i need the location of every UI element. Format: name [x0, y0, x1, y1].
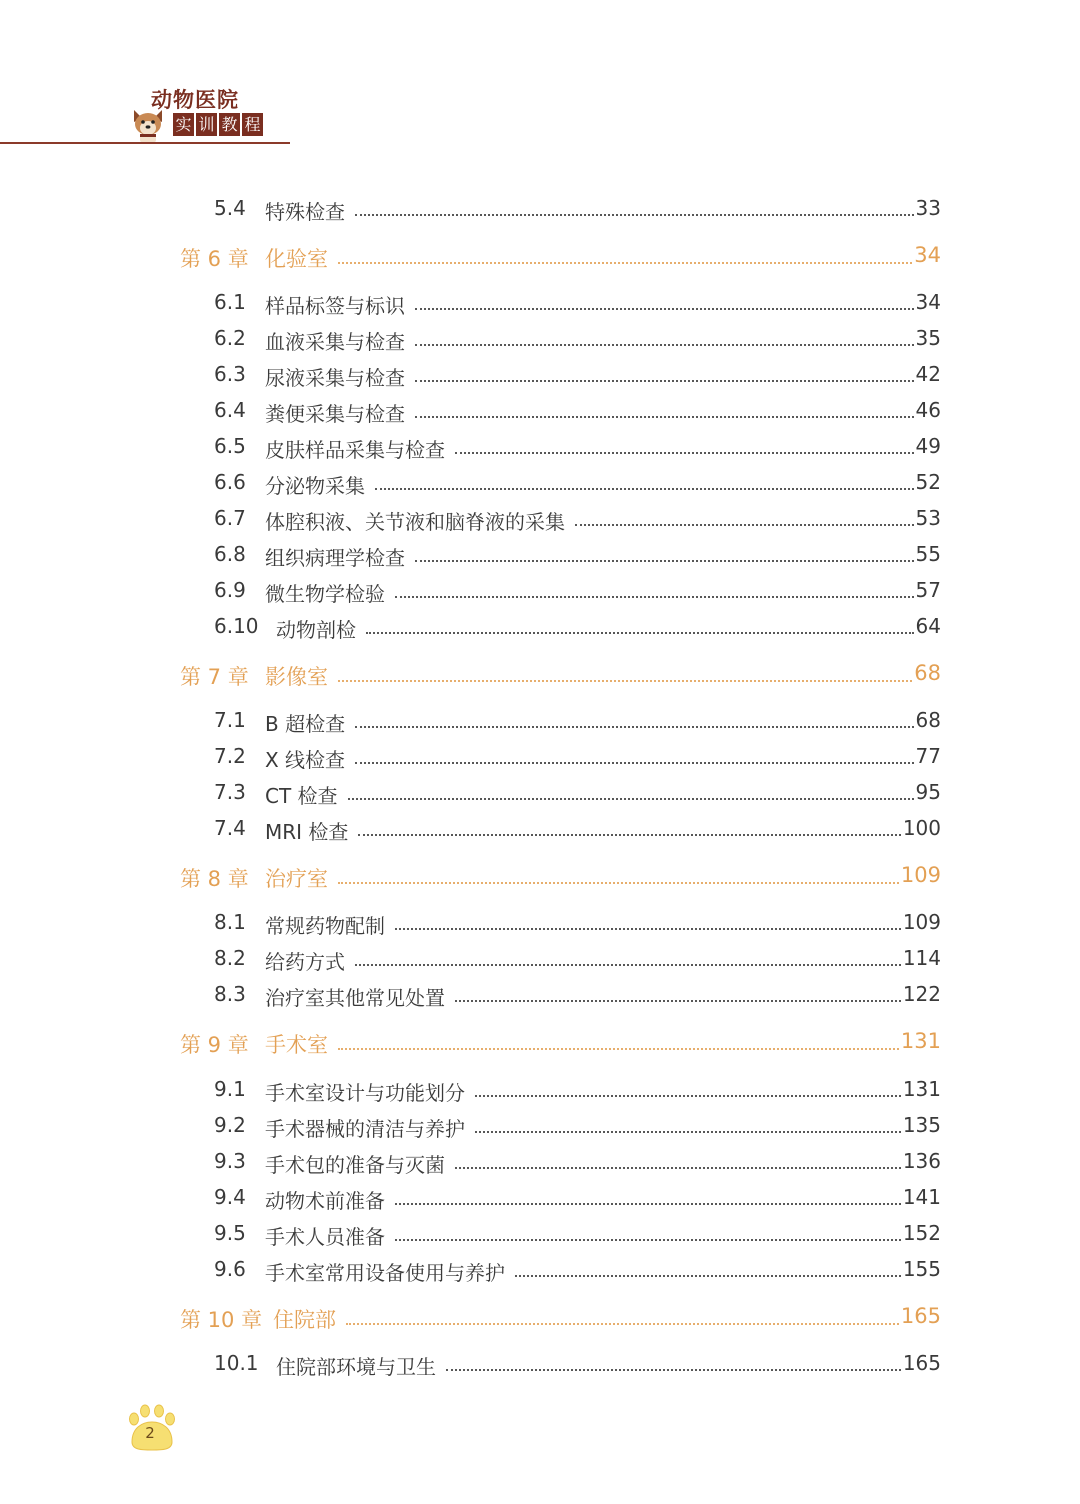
section-page-number: 136	[902, 1149, 941, 1173]
section-page-number: 131	[902, 1077, 941, 1101]
brand-subtitle	[173, 113, 263, 136]
section-page-number: 141	[902, 1185, 941, 1209]
section-page-number: 35	[915, 326, 941, 350]
dot-leader	[395, 596, 914, 598]
section-number: 6.10	[214, 614, 259, 638]
section-number: 8.3	[214, 982, 246, 1006]
book-header	[0, 0, 290, 146]
brand-box: 程	[242, 113, 263, 136]
section-title: 样品标签与标识	[265, 294, 405, 318]
section-page-number: 114	[902, 946, 941, 970]
chapter-page-number: 109	[900, 863, 941, 887]
dot-leader	[415, 380, 914, 382]
section-page-number: 55	[915, 542, 941, 566]
brand-box: 训	[196, 113, 217, 136]
toc-section-row[interactable]	[0, 196, 1080, 226]
section-page-number: 33	[915, 196, 941, 220]
brand-box: 教	[219, 113, 240, 136]
section-number: 9.5	[214, 1221, 246, 1245]
dot-leader	[455, 1000, 901, 1002]
section-number: 6.4	[214, 398, 246, 422]
section-title: 血液采集与检查	[265, 330, 405, 354]
toc-section-row[interactable]	[0, 434, 1080, 464]
brand-title: 动物医院	[151, 88, 239, 112]
toc-chapter-row[interactable]	[0, 1029, 1080, 1059]
section-title: 常规药物配制	[265, 914, 385, 938]
section-title: 体腔积液、关节液和脑脊液的采集	[265, 510, 565, 534]
toc-section-row[interactable]	[0, 982, 1080, 1012]
dot-leader	[395, 928, 901, 930]
section-number: 7.2	[214, 744, 246, 768]
dot-leader	[475, 1131, 901, 1133]
section-page-number: 100	[902, 816, 941, 840]
toc-chapter-row[interactable]	[0, 243, 1080, 273]
toc-section-row[interactable]	[0, 362, 1080, 392]
dot-leader	[338, 680, 912, 682]
toc-section-row[interactable]	[0, 1185, 1080, 1215]
section-number: 6.5	[214, 434, 246, 458]
dot-leader	[395, 1239, 901, 1241]
dot-leader	[338, 882, 899, 884]
section-number: 6.3	[214, 362, 246, 386]
dot-leader	[575, 524, 914, 526]
toc-section-row[interactable]	[0, 1113, 1080, 1143]
dot-leader	[446, 1369, 901, 1371]
section-title: 尿液采集与检查	[265, 366, 405, 390]
section-number: 8.1	[214, 910, 246, 934]
section-page-number: 155	[902, 1257, 941, 1281]
chapter-page-number: 131	[900, 1029, 941, 1053]
section-title: 粪便采集与检查	[265, 402, 405, 426]
section-page-number: 46	[915, 398, 941, 422]
dot-leader	[455, 452, 914, 454]
chapter-number: 第 8 章	[180, 867, 249, 891]
chapter-number: 第 9 章	[180, 1033, 249, 1057]
toc-section-row[interactable]	[0, 506, 1080, 536]
toc-section-row[interactable]	[0, 708, 1080, 738]
dot-leader	[515, 1275, 901, 1277]
section-title: B 超检查	[265, 712, 346, 736]
toc-section-row[interactable]	[0, 578, 1080, 608]
section-title: 皮肤样品采集与检查	[265, 438, 445, 462]
section-title: 动物剖检	[276, 618, 356, 642]
toc-chapter-row[interactable]	[0, 661, 1080, 691]
section-title: X 线检查	[265, 748, 346, 772]
section-title: 手术室常用设备使用与养护	[265, 1261, 505, 1285]
dot-leader	[395, 1203, 901, 1205]
dot-leader	[375, 488, 914, 490]
chapter-title: 住院部	[273, 1308, 336, 1332]
dot-leader	[358, 834, 900, 836]
toc-section-row[interactable]	[0, 780, 1080, 810]
chapter-page-number: 68	[914, 661, 941, 685]
section-page-number: 109	[902, 910, 941, 934]
toc-section-row[interactable]	[0, 614, 1080, 644]
section-number: 6.6	[214, 470, 246, 494]
section-page-number: 95	[915, 780, 941, 804]
section-title: 手术器械的清洁与养护	[265, 1117, 465, 1141]
section-title: 动物术前准备	[265, 1189, 385, 1213]
section-number: 7.1	[214, 708, 246, 732]
dot-leader	[346, 1323, 899, 1325]
section-title: 分泌物采集	[265, 474, 365, 498]
section-title: MRI 检查	[265, 820, 349, 844]
section-page-number: 122	[902, 982, 941, 1006]
section-title: 微生物学检验	[265, 582, 385, 606]
dot-leader	[415, 344, 914, 346]
section-page-number: 49	[915, 434, 941, 458]
section-page-number: 34	[915, 290, 941, 314]
section-page-number: 64	[915, 614, 941, 638]
section-number: 10.1	[214, 1351, 259, 1375]
section-page-number: 52	[915, 470, 941, 494]
header-rule	[0, 142, 290, 144]
section-page-number: 77	[915, 744, 941, 768]
toc-chapter-row[interactable]	[0, 1304, 1080, 1334]
dot-leader	[475, 1095, 901, 1097]
toc-section-row[interactable]	[0, 1351, 1080, 1381]
chapter-title: 治疗室	[265, 867, 328, 891]
section-title: 特殊检查	[265, 200, 345, 224]
dot-leader	[415, 308, 914, 310]
dot-leader	[355, 214, 914, 216]
section-number: 9.4	[214, 1185, 246, 1209]
dot-leader	[366, 632, 914, 634]
dot-leader	[338, 1048, 899, 1050]
section-number: 9.6	[214, 1257, 246, 1281]
chapter-title: 影像室	[265, 665, 328, 689]
brand-box: 实	[173, 113, 194, 136]
toc-section-row[interactable]	[0, 470, 1080, 500]
toc-section-row[interactable]	[0, 946, 1080, 976]
chapter-page-number: 34	[914, 243, 941, 267]
dot-leader	[415, 416, 914, 418]
section-title: 治疗室其他常见处置	[265, 986, 445, 1010]
toc-section-row[interactable]	[0, 816, 1080, 846]
section-number: 7.4	[214, 816, 246, 840]
page-number: 2	[145, 1424, 155, 1442]
section-number: 9.3	[214, 1149, 246, 1173]
toc-section-row[interactable]	[0, 744, 1080, 774]
section-title: 住院部环境与卫生	[276, 1355, 436, 1379]
chapter-number: 第 6 章	[180, 247, 249, 271]
toc-section-row[interactable]	[0, 1257, 1080, 1287]
section-number: 6.9	[214, 578, 246, 602]
section-page-number: 57	[915, 578, 941, 602]
section-number: 8.2	[214, 946, 246, 970]
chapter-title: 手术室	[265, 1033, 328, 1057]
section-title: 组织病理学检查	[265, 546, 405, 570]
dog-mascot-icon	[128, 108, 168, 144]
chapter-page-number: 165	[900, 1304, 941, 1328]
dot-leader	[455, 1167, 901, 1169]
section-title: 手术包的准备与灭菌	[265, 1153, 445, 1177]
chapter-title: 化验室	[265, 247, 328, 271]
section-page-number: 135	[902, 1113, 941, 1137]
section-page-number: 53	[915, 506, 941, 530]
section-number: 6.7	[214, 506, 246, 530]
dot-leader	[355, 762, 913, 764]
toc-chapter-row[interactable]	[0, 863, 1080, 893]
dot-leader	[338, 262, 912, 264]
section-page-number: 152	[902, 1221, 941, 1245]
section-title: 手术人员准备	[265, 1225, 385, 1249]
section-number: 9.2	[214, 1113, 246, 1137]
section-number: 6.8	[214, 542, 246, 566]
toc-section-row[interactable]	[0, 326, 1080, 356]
toc-section-row[interactable]	[0, 1149, 1080, 1179]
section-title: 给药方式	[265, 950, 345, 974]
section-page-number: 68	[915, 708, 941, 732]
chapter-number: 第 7 章	[180, 665, 249, 689]
section-title: CT 检查	[265, 784, 338, 808]
section-number: 7.3	[214, 780, 246, 804]
dot-leader	[415, 560, 914, 562]
toc-section-row[interactable]	[0, 910, 1080, 940]
toc-section-row[interactable]	[0, 1221, 1080, 1251]
section-number: 5.4	[214, 196, 246, 220]
section-title: 手术室设计与功能划分	[265, 1081, 465, 1105]
dot-leader	[355, 964, 901, 966]
dot-leader	[348, 798, 914, 800]
section-page-number: 165	[902, 1351, 941, 1375]
toc-section-row[interactable]	[0, 1077, 1080, 1107]
toc-section-row[interactable]	[0, 290, 1080, 320]
chapter-number: 第 10 章	[180, 1308, 263, 1332]
toc-section-row[interactable]	[0, 542, 1080, 572]
dot-leader	[355, 726, 913, 728]
section-number: 6.2	[214, 326, 246, 350]
toc-section-row[interactable]	[0, 398, 1080, 428]
section-page-number: 42	[915, 362, 941, 386]
section-number: 6.1	[214, 290, 246, 314]
section-number: 9.1	[214, 1077, 246, 1101]
